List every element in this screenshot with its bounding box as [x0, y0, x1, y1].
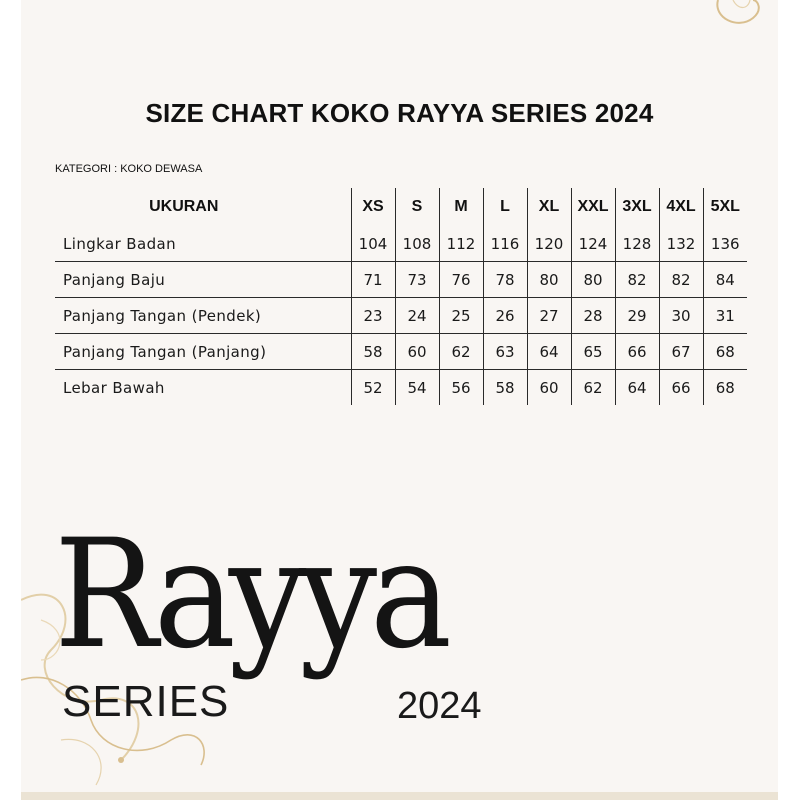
table-cell: 64	[527, 334, 571, 370]
row-label: Lebar Bawah	[63, 378, 165, 397]
table-cell: 71	[351, 262, 395, 298]
table-cell: 60	[527, 370, 571, 406]
brand-series-label: SERIES	[62, 677, 230, 726]
brand-wordmark: Rayya	[54, 508, 445, 682]
table-cell: 108	[395, 226, 439, 262]
table-cell: 58	[351, 334, 395, 370]
table-cell: 25	[439, 298, 483, 334]
category-label: KATEGORI : KOKO DEWASA	[55, 163, 203, 175]
table-row	[55, 226, 747, 262]
table-cell: 80	[527, 262, 571, 298]
table-cell: 84	[703, 262, 747, 298]
table-cell: 56	[439, 370, 483, 406]
table-cell: 68	[703, 334, 747, 370]
header-size: 5XL	[703, 188, 747, 226]
table-cell: 23	[351, 298, 395, 334]
gold-swirl-ornament-top	[708, 0, 778, 40]
table-cell: 62	[439, 334, 483, 370]
table-cell: 82	[615, 262, 659, 298]
header-size: S	[395, 188, 439, 226]
header-size: M	[439, 188, 483, 226]
table-cell: 64	[615, 370, 659, 406]
table-cell: 67	[659, 334, 703, 370]
table-cell: 76	[439, 262, 483, 298]
table-cell: 26	[483, 298, 527, 334]
table-cell: 82	[659, 262, 703, 298]
table-cell: 30	[659, 298, 703, 334]
header-size: 3XL	[615, 188, 659, 226]
table-cell: 54	[395, 370, 439, 406]
table-cell: 62	[571, 370, 615, 406]
row-label: Panjang Tangan (Panjang)	[63, 342, 267, 361]
table-row	[55, 370, 747, 406]
row-label: Panjang Baju	[63, 270, 166, 289]
table-cell: 52	[351, 370, 395, 406]
table-cell: 65	[571, 334, 615, 370]
table-cell: 104	[351, 226, 395, 262]
row-label: Panjang Tangan (Pendek)	[63, 306, 262, 325]
header-ukuran: UKURAN	[149, 198, 219, 215]
table-cell: 73	[395, 262, 439, 298]
table-cell: 124	[571, 226, 615, 262]
table-cell: 120	[527, 226, 571, 262]
table-cell: 31	[703, 298, 747, 334]
table-cell: 68	[703, 370, 747, 406]
table-cell: 128	[615, 226, 659, 262]
header-size: XXL	[571, 188, 615, 226]
table-cell: 78	[483, 262, 527, 298]
table-cell: 28	[571, 298, 615, 334]
table-cell: 60	[395, 334, 439, 370]
table-cell: 132	[659, 226, 703, 262]
table-row	[55, 262, 747, 298]
table-cell: 136	[703, 226, 747, 262]
table-cell: 112	[439, 226, 483, 262]
table-cell: 116	[483, 226, 527, 262]
header-size: 4XL	[659, 188, 703, 226]
brand-year-label: 2024	[397, 685, 482, 727]
row-label: Lingkar Badan	[63, 234, 177, 253]
bottom-strip	[21, 792, 778, 800]
table-cell: 24	[395, 298, 439, 334]
size-chart-table	[55, 188, 747, 405]
header-size: XS	[351, 188, 395, 226]
table-cell: 58	[483, 370, 527, 406]
table-cell: 80	[571, 262, 615, 298]
header-size: XL	[527, 188, 571, 226]
table-cell: 63	[483, 334, 527, 370]
table-cell: 66	[659, 370, 703, 406]
table-header-row	[55, 188, 747, 226]
table-row	[55, 298, 747, 334]
page-title: SIZE CHART KOKO RAYYA SERIES 2024	[145, 98, 654, 128]
table-row	[55, 334, 747, 370]
header-size: L	[483, 188, 527, 226]
table-cell: 29	[615, 298, 659, 334]
table-cell: 27	[527, 298, 571, 334]
table-cell: 66	[615, 334, 659, 370]
